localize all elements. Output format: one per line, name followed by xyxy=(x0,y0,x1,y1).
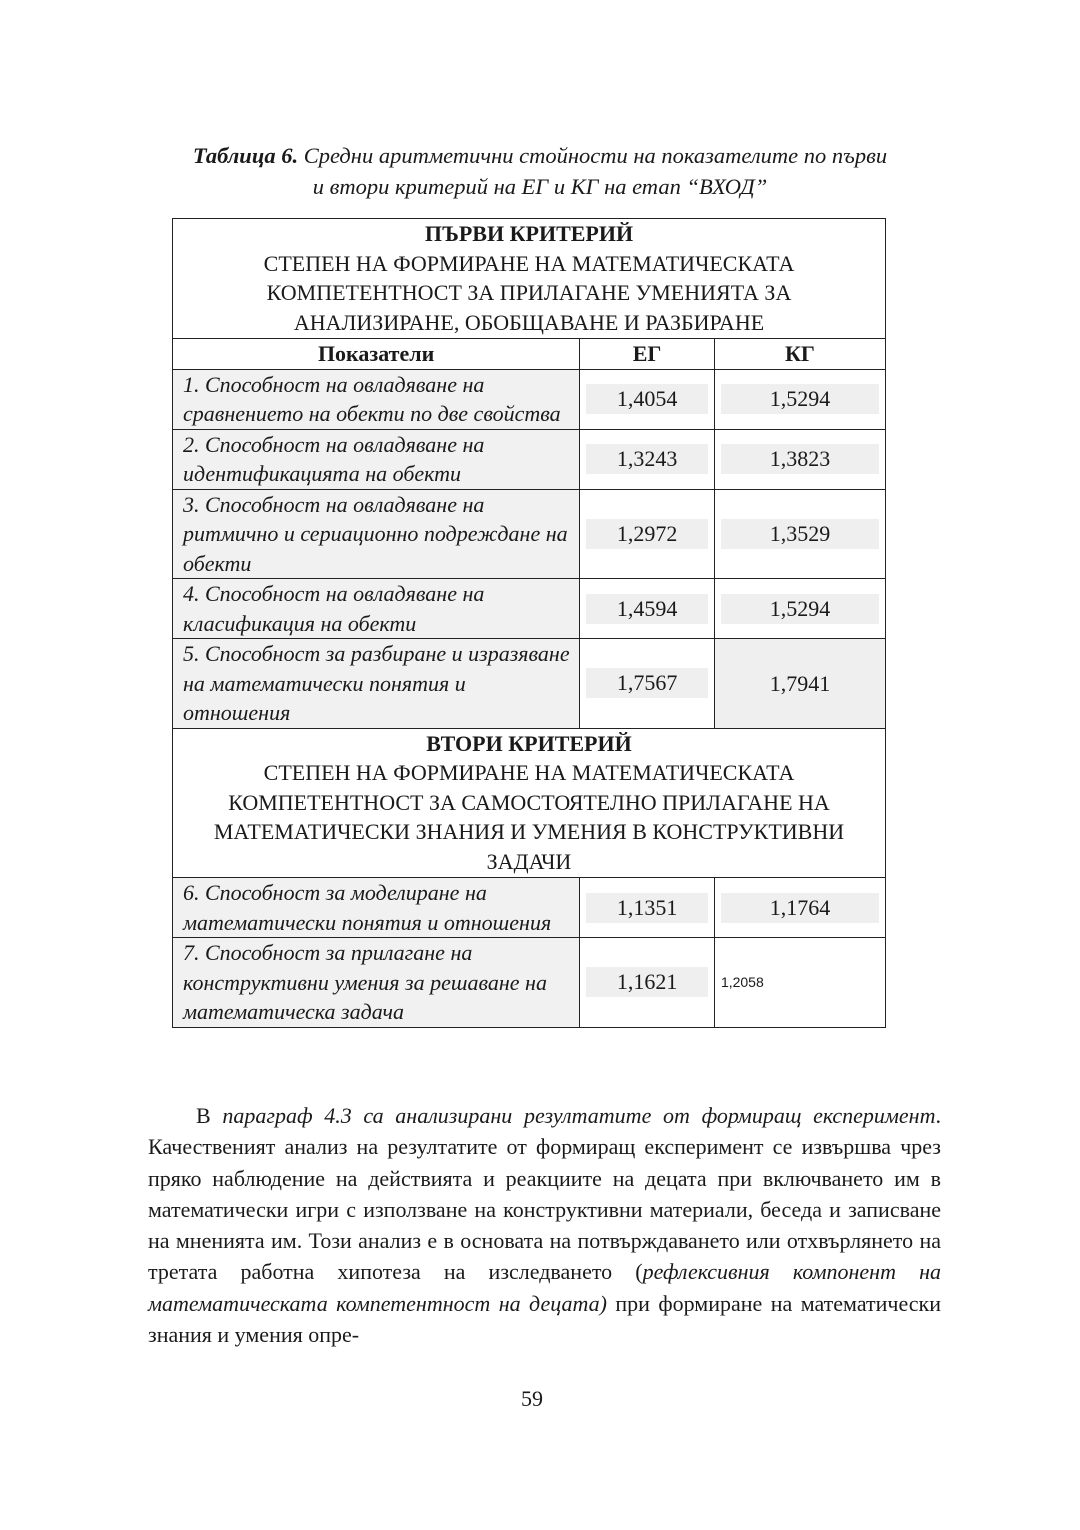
eg-value: 1,3243 xyxy=(586,444,708,474)
kg-cell xyxy=(714,369,885,429)
kg-value: 1,2058 xyxy=(714,938,885,1028)
paragraph-part2: параграф 4.3 са анализирани резултатите от формиращ експеримент xyxy=(222,1103,936,1128)
header-kg: КГ xyxy=(714,339,885,370)
kg-cell xyxy=(714,489,885,579)
eg-value: 1,1621 xyxy=(586,967,708,997)
eg-cell xyxy=(580,938,715,1028)
paragraph-part4: рефлексивния компонент на математическата компетентност на децата) xyxy=(148,1259,941,1316)
table-caption xyxy=(120,140,960,202)
indicator-cell: 7. Способност за прилагане на конструктивни умения за решаване на математическа задача xyxy=(173,938,580,1028)
header-indicators: Показатели xyxy=(173,339,580,370)
eg-cell xyxy=(580,429,715,489)
criterion1-title: ПЪРВИ КРИТЕРИЙ xyxy=(424,221,634,246)
eg-cell xyxy=(580,579,715,639)
table-row xyxy=(173,429,886,489)
kg-cell xyxy=(714,639,885,729)
table-row xyxy=(173,489,886,579)
eg-value: 1,4054 xyxy=(586,384,708,414)
eg-value: 1,1351 xyxy=(586,893,708,923)
eg-cell xyxy=(580,639,715,729)
body-paragraph xyxy=(148,1100,941,1350)
page-number: 59 xyxy=(521,1386,543,1411)
eg-cell xyxy=(580,369,715,429)
criterion1-subtitle: СТЕПЕН НА ФОРМИРАНЕ НА МАТЕМАТИЧЕСКАТА КОМПЕТЕНТНОСТ ЗА ПРИЛАГАНЕ УМЕНИЯТА ЗА АНАЛИЗИРАНЕ, ОБОБЩАВАНЕ И РАЗБИРАНЕ xyxy=(263,250,795,335)
kg-cell xyxy=(714,429,885,489)
paragraph-text xyxy=(148,1100,941,1350)
caption-label: Таблица 6. xyxy=(192,143,299,168)
criterion1-header xyxy=(173,219,886,339)
kg-value: 1,1764 xyxy=(721,893,879,923)
eg-value: 1,2972 xyxy=(586,519,708,549)
table-row xyxy=(173,878,886,938)
eg-value: 1,4594 xyxy=(586,594,708,624)
header-eg: ЕГ xyxy=(580,339,715,370)
indicator-cell: 4. Способност на овладяване на класификация на обекти xyxy=(173,579,580,639)
criterion2-subtitle: СТЕПЕН НА ФОРМИРАНЕ НА МАТЕМАТИЧЕСКАТА КОМПЕТЕНТНОСТ ЗА САМОСТОЯТЕЛНО ПРИЛАГАНЕ НА МАТЕМАТИЧЕСКИ ЗНАНИЯ И УМЕНИЯ В КОНСТРУКТИВНИ ЗАДАЧИ xyxy=(213,760,845,874)
results-table xyxy=(172,218,886,1028)
indicator-cell: 6. Способност за моделиране на математически понятия и отношения xyxy=(173,878,580,938)
eg-cell xyxy=(580,489,715,579)
table-row xyxy=(173,579,886,639)
criterion2-header xyxy=(173,728,886,878)
eg-value: 1,7567 xyxy=(586,668,708,698)
table-row xyxy=(173,639,886,729)
indicator-cell: 2. Способност на овладяване на идентификацията на обекти xyxy=(173,429,580,489)
criterion2-row xyxy=(173,728,886,878)
kg-value: 1,3529 xyxy=(721,519,879,549)
kg-cell xyxy=(714,579,885,639)
table-row xyxy=(173,938,886,1028)
caption-line2: и втори критерий на ЕГ и КГ на етап “ВХОД” xyxy=(312,174,768,199)
table-row xyxy=(173,369,886,429)
criterion1-row xyxy=(173,219,886,339)
indicator-cell: 1. Способност на овладяване на сравнението на обекти по две свойства xyxy=(173,369,580,429)
eg-cell xyxy=(580,878,715,938)
kg-value: 1,3823 xyxy=(721,444,879,474)
paragraph-part1: В xyxy=(196,1103,223,1128)
column-header-row xyxy=(173,339,886,370)
kg-value: 1,5294 xyxy=(721,384,879,414)
kg-value: 1,5294 xyxy=(721,594,879,624)
paragraph-part5: при формиране на математически знания и умения опре- xyxy=(148,1290,942,1348)
indicator-cell: 5. Способност за разбиране и изразяване на математически понятия и отношения xyxy=(173,639,580,729)
caption-line1: Средни аритметични стойности на показателите по първи xyxy=(298,143,888,168)
indicator-cell: 3. Способност на овладяване на ритмично и сериационно подреждане на обекти xyxy=(173,489,580,579)
kg-value: 1,7941 xyxy=(769,670,831,696)
criterion2-title: ВТОРИ КРИТЕРИЙ xyxy=(426,730,632,756)
paragraph-part3: . Качественият анализ на резултатите от формиращ експеримент се извършва чрез пряко наблюдение на действията и реакциите на децата при включването им в математически игри с използване на конструктивни материали, беседа и записване на мненията им. Този анализ е в основата на потвърждаването или отхвърлянето на третата работна хипотеза на изследването ( xyxy=(148,1103,941,1285)
kg-cell xyxy=(714,878,885,938)
